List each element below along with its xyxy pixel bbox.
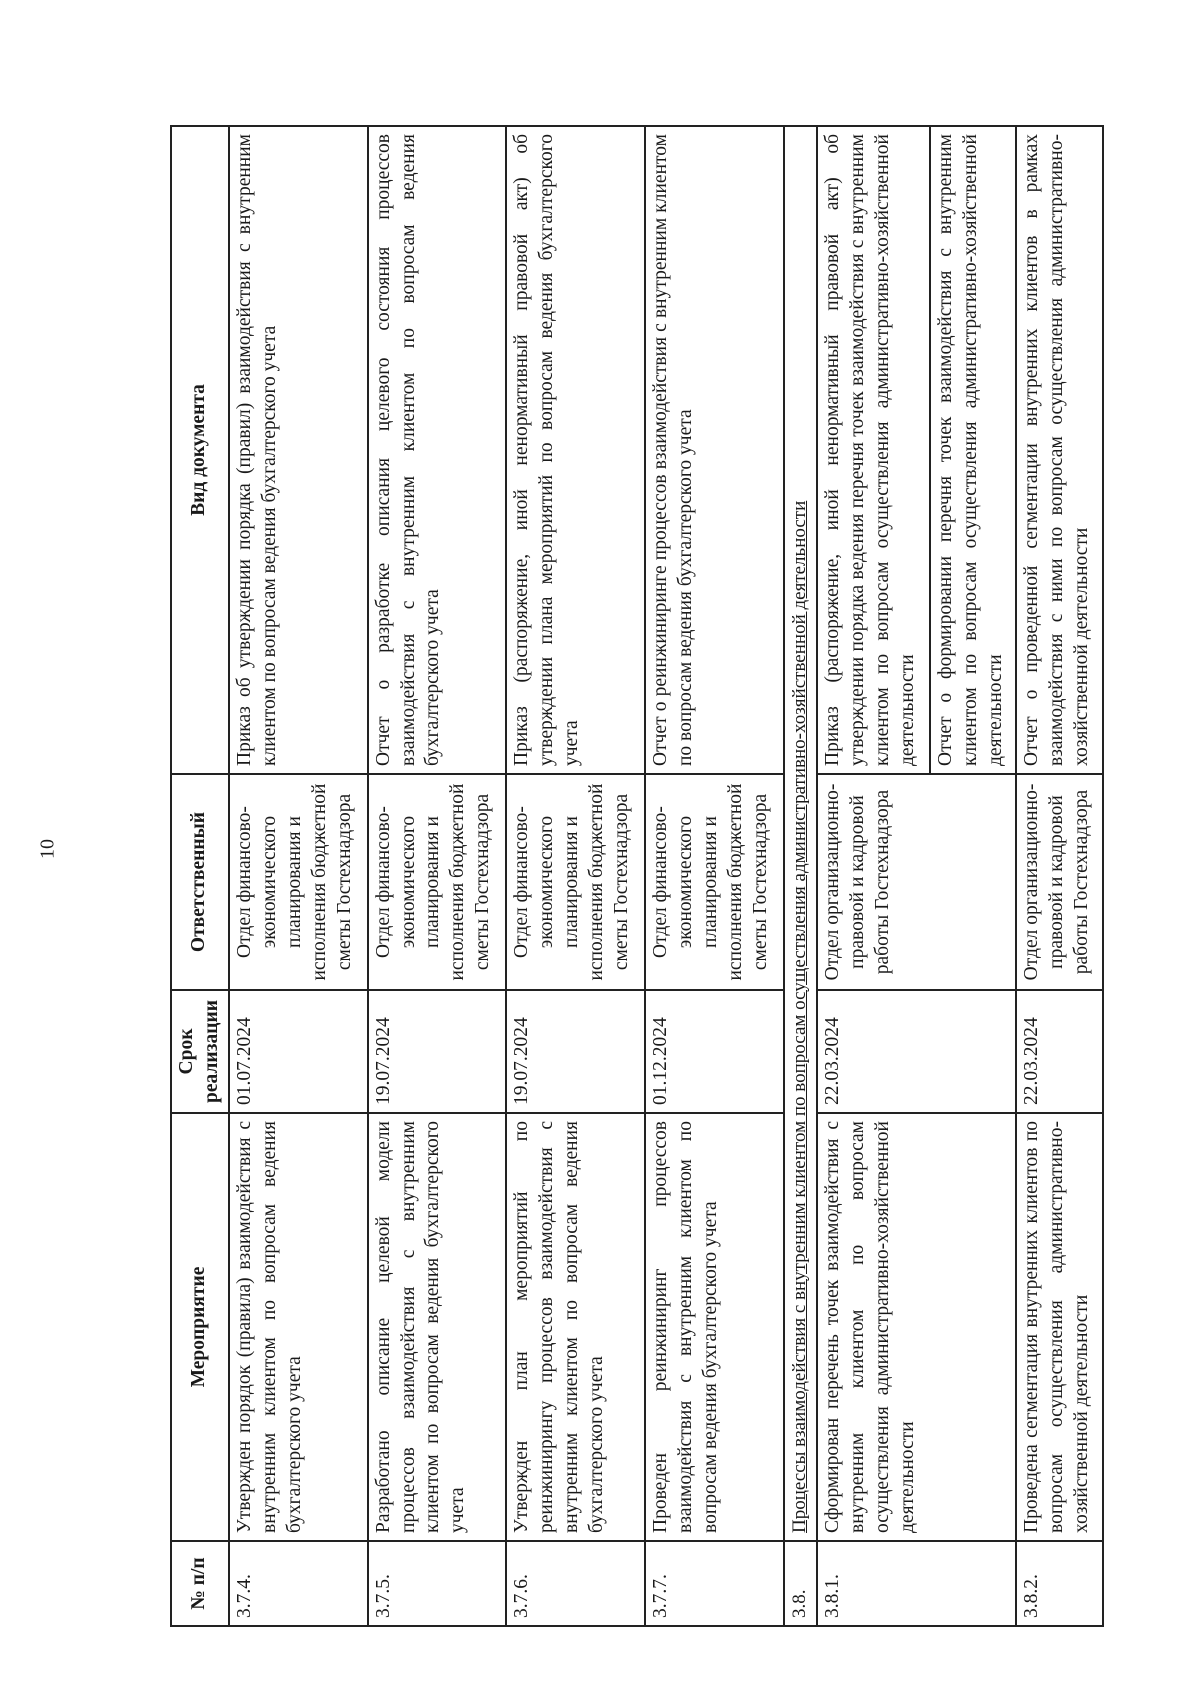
table-row xyxy=(817,126,930,1626)
row-responsible: Отдел финансово-экономического планирования и исполнения бюджетной сметы Гостехнадзора xyxy=(229,774,368,990)
row-responsible: Отдел организационно-правовой и кадровой работы Гостехнадзора xyxy=(1016,774,1103,990)
row-responsible: Отдел организационно-правовой и кадровой работы Гостехнадзора xyxy=(817,774,1016,990)
row-document: Отчет о реинжиниринге процессов взаимодействия с внутренним клиентом по вопросам ведения бухгалтерского учета xyxy=(645,126,784,774)
row-event: Разработано описание целевой модели процессов взаимодействия с внутренним клиентом по вопросам ведения бухгалтерского учета xyxy=(368,1113,507,1541)
header-event: Мероприятие xyxy=(171,1113,229,1541)
row-num: 3.7.5. xyxy=(368,1541,507,1626)
row-deadline: 01.12.2024 xyxy=(645,990,784,1113)
row-responsible: Отдел финансово-экономического планирования и исполнения бюджетной сметы Гостехнадзора xyxy=(368,774,507,990)
row-event: Утвержден порядок (правила) взаимодействия с внутренним клиентом по вопросам ведения бухгалтерского учета xyxy=(229,1113,368,1541)
row-event: Утвержден план мероприятий по реинжинирингу процессов взаимодействия с внутренним клиентом по вопросам ведения бухгалтерского учета xyxy=(506,1113,645,1541)
row-document: Отчет о проведенной сегментации внутренних клиентов в рамках взаимодействия с ними по вопросам осуществления административно-хозяйственной деятельности xyxy=(1016,126,1103,774)
plan-table-rotated xyxy=(170,127,1104,1627)
plan-table xyxy=(170,125,1104,1627)
header-responsible: Ответственный xyxy=(171,774,229,990)
table-row xyxy=(368,126,507,1626)
header-deadline: Срок реализации xyxy=(171,990,229,1113)
row-responsible: Отдел финансово-экономического планирования и исполнения бюджетной сметы Гостехнадзора xyxy=(506,774,645,990)
row-deadline: 22.03.2024 xyxy=(817,990,1016,1113)
row-event: Проведена сегментация внутренних клиентов по вопросам осуществления административно-хозяйственной деятельности xyxy=(1016,1113,1103,1541)
row-document: Отчет о разработке описания целевого состояния процессов взаимодействия с внутренним клиентом по вопросам ведения бухгалтерского учета xyxy=(368,126,507,774)
row-num: 3.8.2. xyxy=(1016,1541,1103,1626)
row-document: Приказ (распоряжение, иной ненормативный правовой акт) об утверждении порядка ведения перечня точек взаимодействия с внутренним клиентом по вопросам осуществления административно-хозяйственной деятельности xyxy=(817,126,930,774)
page-number: 10 xyxy=(36,839,59,859)
row-deadline: 19.07.2024 xyxy=(368,990,507,1113)
row-deadline: 01.07.2024 xyxy=(229,990,368,1113)
row-num: 3.7.6. xyxy=(506,1541,645,1626)
table-row xyxy=(645,126,784,1626)
table-row xyxy=(1016,126,1103,1626)
row-document: Отчет о формировании перечня точек взаимодействия с внутренним клиентом по вопросам осуществления административно-хозяйственной деятельности xyxy=(930,126,1017,774)
section-row xyxy=(784,126,818,1626)
row-num: 3.7.7. xyxy=(645,1541,784,1626)
table-row xyxy=(506,126,645,1626)
table-header-row xyxy=(171,126,229,1626)
row-num: 3.7.4. xyxy=(229,1541,368,1626)
section-title: Процессы взаимодействия с внутренним клиентом по вопросам осуществления административно-хозяйственной деятельности xyxy=(784,126,818,1541)
row-document: Приказ (распоряжение, иной ненормативный правовой акт) об утверждении плана мероприятий по вопросам ведения бухгалтерского учета xyxy=(506,126,645,774)
section-num: 3.8. xyxy=(784,1541,818,1626)
row-document: Приказ об утверждении порядка (правил) взаимодействия с внутренним клиентом по вопросам ведения бухгалтерского учета xyxy=(229,126,368,774)
header-document: Вид документа xyxy=(171,126,229,774)
row-deadline: 22.03.2024 xyxy=(1016,990,1103,1113)
row-responsible: Отдел финансово-экономического планирования и исполнения бюджетной сметы Гостехнадзора xyxy=(645,774,784,990)
row-event: Сформирован перечень точек взаимодействия с внутренним клиентом по вопросам осуществления административно-хозяйственной деятельности xyxy=(817,1113,1016,1541)
header-num: № п/п xyxy=(171,1541,229,1626)
row-num: 3.8.1. xyxy=(817,1541,1016,1626)
row-deadline: 19.07.2024 xyxy=(506,990,645,1113)
row-event: Проведен реинжиниринг процессов взаимодействия с внутренним клиентом по вопросам ведения бухгалтерского учета xyxy=(645,1113,784,1541)
table-row xyxy=(229,126,368,1626)
